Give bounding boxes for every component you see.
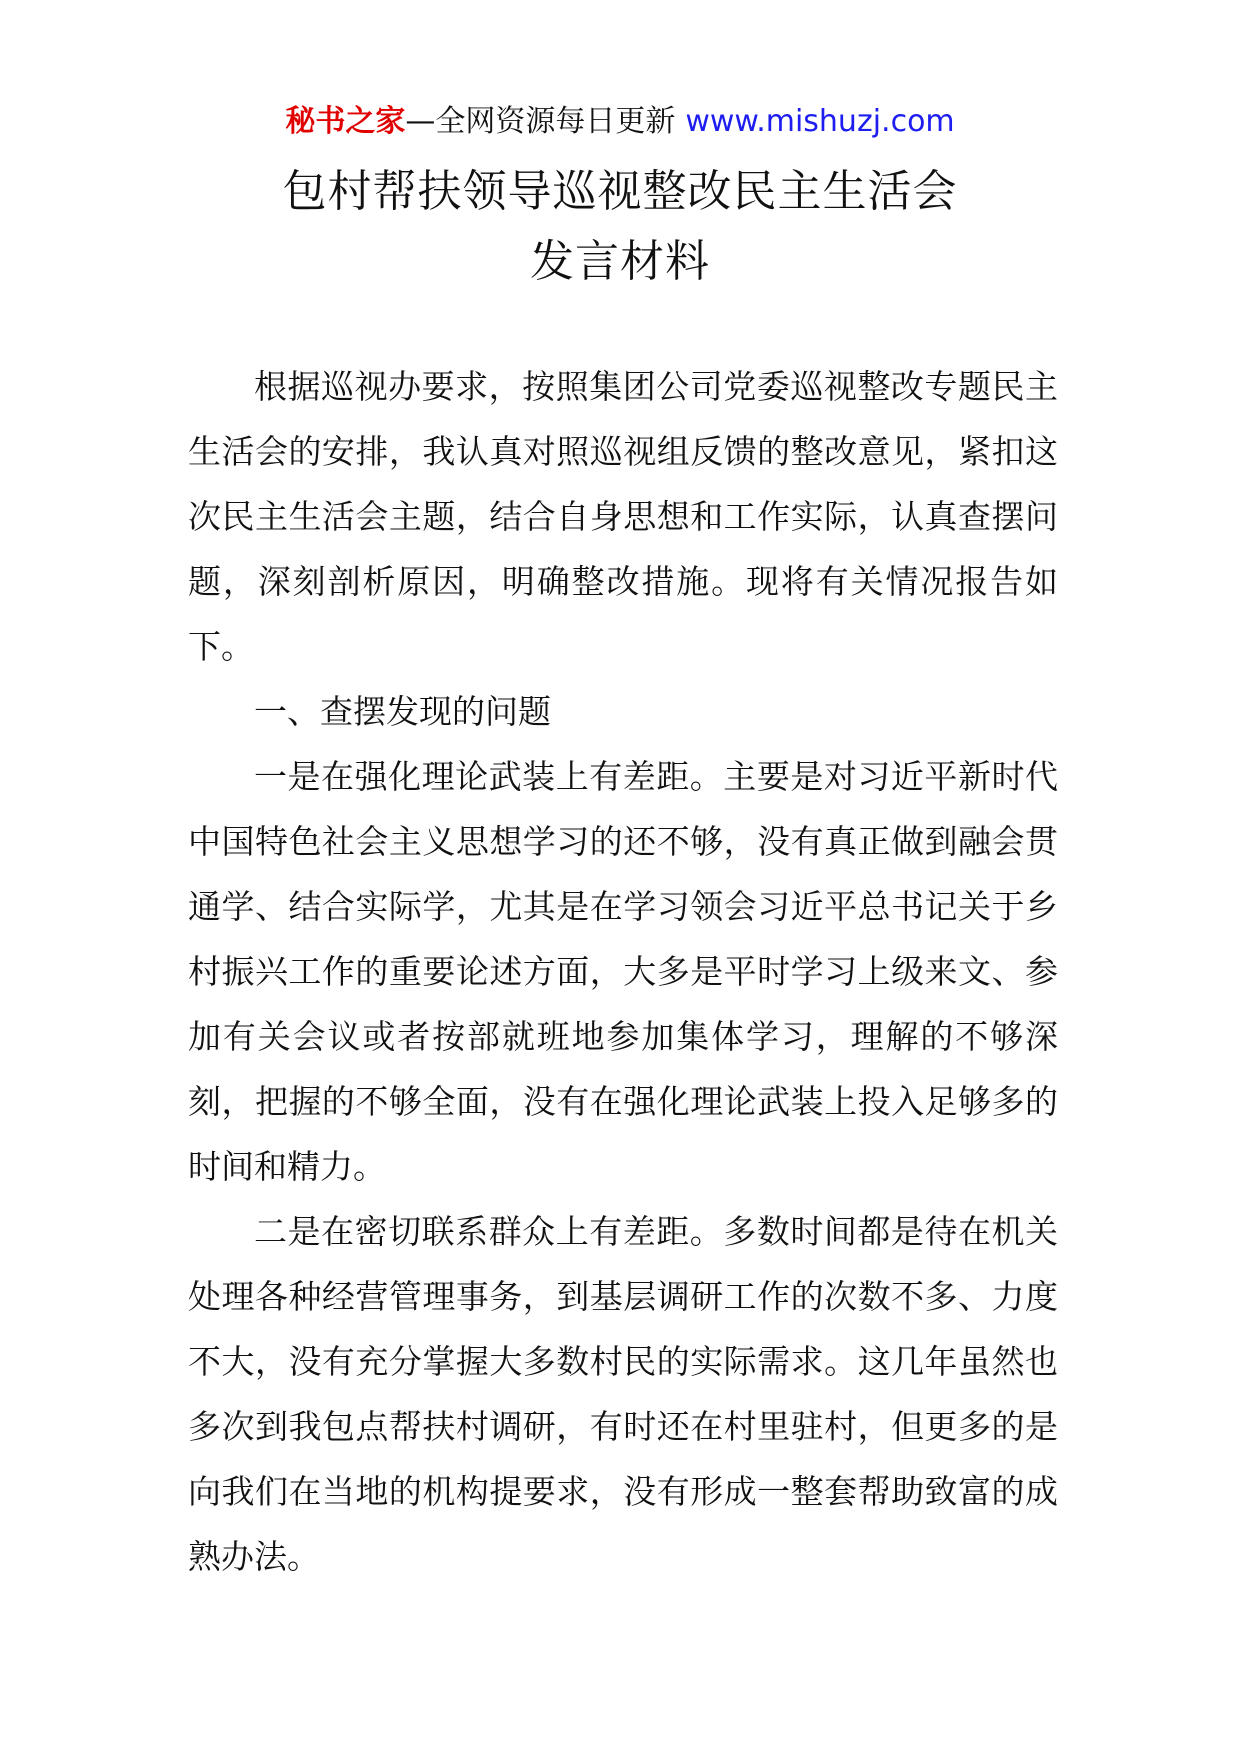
brand-name: 秘书之家 xyxy=(285,104,406,139)
header-tagline: —全网资源每日更新 xyxy=(405,104,676,139)
document-title-line-1: 包村帮扶领导巡视整改民主生活会 xyxy=(282,166,958,217)
site-header xyxy=(0,100,1240,144)
document-body xyxy=(188,354,1058,1589)
body-paragraph: 一是在强化理论武装上有差距。主要是对习近平新时代中国特色社会主义思想学习的还不够，没有真正做到融会贯通学、结合实际学，尤其是在学习领会习近平总书记关于乡村振兴工作的重要论述方面，大多是平时学习上级来文、参加有关会议或者按部就班地参加集体学习，理解的不够深刻，把握的不够全面，没有在强化理论武装上投入足够多的时间和精力。 xyxy=(188,757,1058,1186)
site-url-link[interactable]: www.mishuzj.com xyxy=(685,104,955,139)
intro-paragraph: 根据巡视办要求，按照集团公司党委巡视整改专题民主生活会的安排，我认真对照巡视组反馈的整改意见，紧扣这次民主生活会主题，结合自身思想和工作实际，认真查摆问题，深刻剖析原因，明确整改措施。现将有关情况报告如下。 xyxy=(188,367,1058,666)
document-title-line-2: 发言材料 xyxy=(530,236,710,287)
section-heading: 一、查摆发现的问题 xyxy=(254,692,551,731)
body-paragraph: 二是在密切联系群众上有差距。多数时间都是待在机关处理各种经营管理事务，到基层调研工作的次数不多、力度不大，没有充分掌握大多数村民的实际需求。这几年虽然也多次到我包点帮扶村调研，有时还在村里驻村，但更多的是向我们在当地的机构提要求，没有形成一整套帮助致富的成熟办法。 xyxy=(188,1212,1058,1576)
